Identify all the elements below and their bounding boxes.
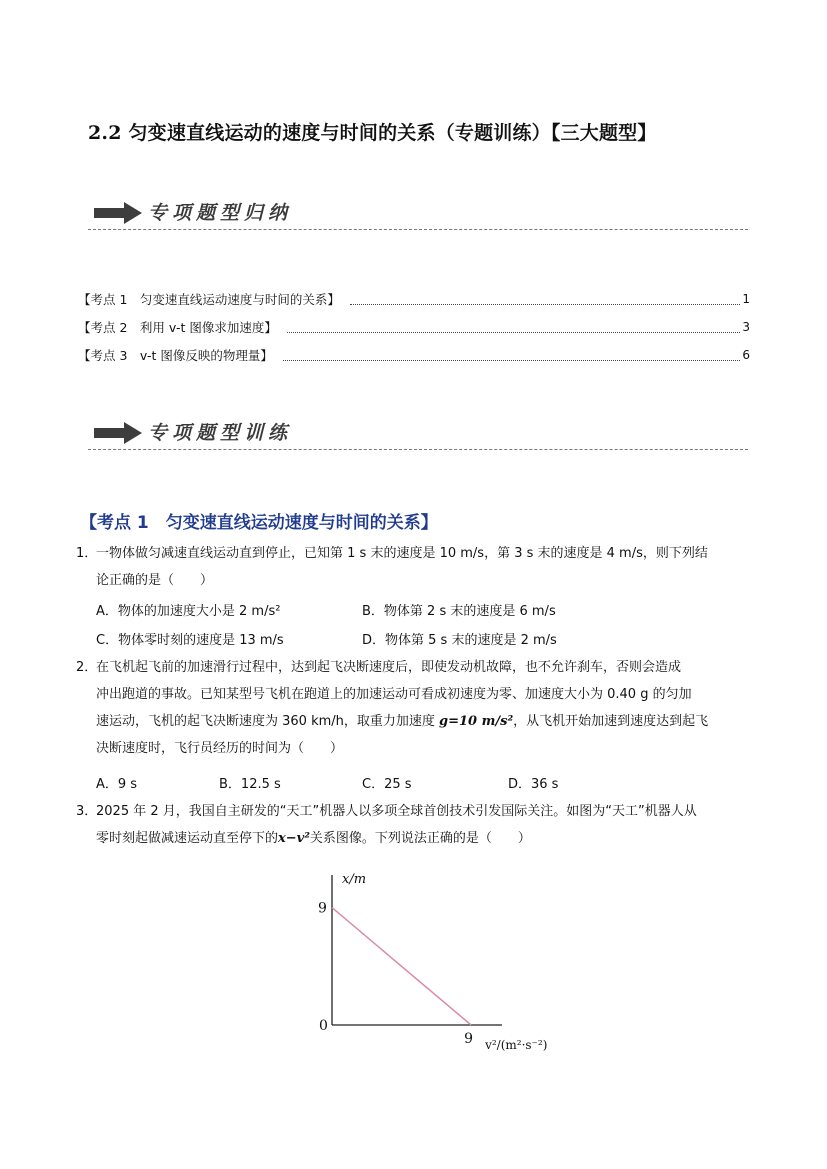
banner-label: 专项题型归纳: [148, 202, 293, 224]
question-text: ，从飞机开始加速到速度达到起飞: [513, 714, 709, 729]
toc-entry-3[interactable]: [78, 345, 750, 365]
question-text: 一物体做匀减速直线运动直到停止，已知第 1 s 末的速度是 10 m/s，第 3 s 末的速度是 4 m/s，则下列结: [96, 546, 708, 561]
toc-leader: [287, 322, 741, 333]
option-d[interactable]: D．36 s: [508, 777, 559, 792]
origin-label: 0: [319, 1018, 328, 1034]
question-2: [76, 654, 756, 770]
page-title: 2.2 匀变速直线运动的速度与时间的关系（专题训练）【三大题型】: [88, 122, 657, 144]
option-b[interactable]: B．12.5 s: [219, 777, 281, 792]
question-3: [76, 798, 756, 858]
option-b[interactable]: B．物体第 2 s 末的速度是 6 m/s: [362, 604, 556, 619]
option-a[interactable]: A．物体的加速度大小是 2 m/s²: [96, 604, 281, 619]
x-v2-chart: [300, 860, 560, 1060]
question-text: 零时刻起做减速运动直至停下的: [96, 831, 279, 846]
toc-entry-1[interactable]: [78, 289, 750, 309]
toc-page-number: 3: [742, 320, 750, 334]
formula: g=10 m/s²: [439, 714, 514, 729]
question-text: 论正确的是（ ）: [96, 573, 214, 588]
question-text: 冲出跑道的事故。已知某型号飞机在跑道上的加速运动可看成初速度为零、加速度大小为 0.40 g 的匀加: [96, 687, 692, 702]
toc-leader: [283, 350, 740, 361]
arrow-right-icon: [94, 422, 144, 444]
option-a[interactable]: A．9 s: [96, 777, 138, 792]
divider: [88, 449, 748, 450]
question-number: 1．: [76, 546, 98, 561]
toc-entry-2[interactable]: [78, 317, 750, 337]
formula: x−v²: [278, 831, 310, 846]
section-banner-summary: [88, 196, 748, 230]
question-text: 决断速度时，飞行员经历的时间为（ ）: [96, 741, 344, 756]
option-d[interactable]: D．物体第 5 s 末的速度是 2 m/s: [362, 633, 557, 648]
y-tick-label: 9: [318, 900, 327, 917]
question-number: 2．: [76, 660, 98, 675]
question-text: 在飞机起飞前的加速滑行过程中，达到起飞决断速度后，即使发动机故障，也不允许刹车，否则会造成: [96, 660, 682, 675]
question-text: 关系图像。下列说法正确的是（ ）: [309, 831, 531, 846]
question-1: [76, 540, 756, 600]
banner-label: 专项题型训练: [148, 422, 293, 444]
question-text-line: [96, 825, 756, 852]
question-text-line: [96, 708, 756, 735]
series-line: [332, 908, 471, 1025]
question-text: 2025 年 2 月，我国自主研发的“天工”机器人以多项全球首创技术引发国际关注。如图为“天工”机器人从: [96, 804, 697, 819]
arrow-right-icon: [94, 202, 144, 224]
question-number: 3．: [76, 804, 98, 819]
section-heading: 【考点 1 匀变速直线运动速度与时间的关系】: [80, 513, 438, 533]
toc-entry-label: 【考点 3 v-t 图像反映的物理量】: [78, 348, 273, 363]
toc-page-number: 1: [742, 292, 750, 306]
toc-leader: [350, 294, 740, 305]
option-c[interactable]: C．物体零时刻的速度是 13 m/s: [96, 633, 284, 648]
divider: [88, 229, 748, 230]
toc-page-number: 6: [742, 348, 750, 362]
section-banner-training: [88, 416, 748, 450]
y-axis-label: x/m: [342, 872, 367, 887]
option-c[interactable]: C．25 s: [362, 777, 412, 792]
question-text: 速运动，飞机的起飞决断速度为 360 km/h，取重力加速度: [96, 714, 440, 729]
x-axis-label: v²/(m²·s⁻²): [485, 1038, 548, 1052]
toc-entry-label: 【考点 1 匀变速直线运动速度与时间的关系】: [78, 292, 340, 307]
toc-entry-label: 【考点 2 利用 v-t 图像求加速度】: [78, 320, 277, 335]
x-tick-label: 9: [464, 1031, 474, 1047]
